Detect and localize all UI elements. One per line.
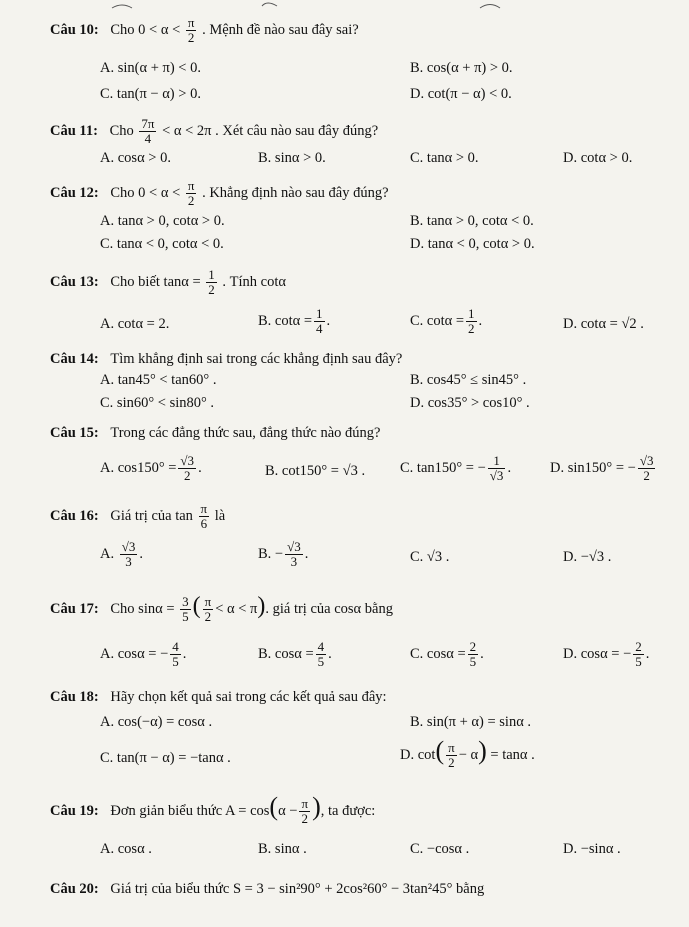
option-b[interactable]: B. sinα > 0.	[258, 150, 326, 166]
question-18-stem: Câu 18: Hãy chọn kết quả sai trong các kết quả sau đây:	[50, 689, 387, 705]
option-a[interactable]: A. cosα .	[100, 841, 152, 857]
option-a[interactable]: A. cos150° = $\frac{√3}{2}$ .	[100, 453, 202, 483]
question-number: Câu 14:	[50, 351, 99, 367]
option-d[interactable]: D. sin150° = − $\frac{√3}{2}$	[550, 453, 654, 483]
fraction: $\frac{1}{2}$	[208, 267, 215, 297]
question-19-stem: Câu 19: Đơn giản biểu thức A = cos(α − $\frac{\pi}{2}$ ), ta được:	[50, 791, 376, 826]
option-d[interactable]: D. cotα = √2 .	[563, 316, 644, 332]
fraction: $\frac{2}{5}$	[635, 639, 642, 669]
option-b[interactable]: B. tanα > 0, cotα < 0.	[410, 213, 534, 229]
question-number: Câu 20:	[50, 881, 99, 897]
fraction: $\frac{7\pi}{4}$	[141, 116, 155, 146]
fraction: $\frac{\pi}{2}$	[301, 796, 309, 826]
option-d[interactable]: D. cot( $\frac{\pi}{2}$ − α) = tanα .	[400, 735, 535, 770]
option-c[interactable]: C. cotα = $\frac{1}{2}$ .	[410, 306, 483, 336]
fraction: $\frac{√3}{3}$	[121, 539, 136, 569]
fraction: $\frac{\pi}{2}$	[187, 15, 195, 45]
option-c[interactable]: C. tan150° = − $\frac{1}{√3}$ .	[400, 453, 512, 483]
question-12-stem: Câu 12: Cho 0 < α < $\frac{\pi}{2}$ . Khẳng định nào sau đây đúng?	[50, 178, 389, 208]
option-b[interactable]: B. cos(α + π) > 0.	[410, 60, 513, 76]
top-edge-fragment	[92, 0, 612, 10]
option-c[interactable]: C. √3 .	[410, 549, 450, 565]
option-c[interactable]: C. cosα = $\frac{2}{5}$ .	[410, 639, 484, 669]
fraction: $\frac{√3}{3}$	[287, 539, 301, 569]
option-d[interactable]: D. cotα > 0.	[563, 150, 633, 166]
option-c[interactable]: C. −cosα .	[410, 841, 470, 857]
question-11-stem: Câu 11: Cho $\frac{7\pi}{4}$ < α < 2π . Xét câu nào sau đây đúng?	[50, 116, 379, 146]
question-number: Câu 19:	[50, 802, 99, 819]
question-number: Câu 12:	[50, 184, 99, 201]
question-number: Câu 13:	[50, 273, 99, 290]
fraction: $\frac{\pi}{2}$	[187, 178, 195, 208]
question-number: Câu 15:	[50, 425, 99, 441]
question-13-stem: Câu 13: Cho biết tanα = $\frac{1}{2}$ . Tính cotα	[50, 267, 286, 297]
fraction: $\frac{√3}{2}$	[639, 453, 654, 483]
question-16-stem: Câu 16: Giá trị của tan $\frac{\pi}{6}$ là	[50, 501, 226, 531]
question-17-stem: Câu 17: Cho sinα = $\frac{3}{5}$ ( $\frac{\pi}{2}$ < α < π). giá trị của cosα bằng	[50, 592, 393, 624]
option-c[interactable]: C. tan(π − α) > 0.	[100, 86, 201, 102]
option-c[interactable]: C. sin60° < sin80° .	[100, 395, 215, 411]
fraction: $\frac{\pi}{6}$	[200, 501, 208, 531]
option-b[interactable]: B. cotα = $\frac{1}{4}$ .	[258, 306, 331, 336]
option-d[interactable]: D. cos35° > cos10° .	[410, 395, 530, 411]
option-a[interactable]: A. cosα = − $\frac{4}{5}$ .	[100, 639, 187, 669]
option-d[interactable]: D. cot(π − α) < 0.	[410, 86, 512, 102]
option-a[interactable]: A. sin(α + π) < 0.	[100, 60, 201, 76]
fraction: $\frac{√3}{2}$	[180, 453, 195, 483]
option-a[interactable]: A. tanα > 0, cotα > 0.	[100, 213, 225, 229]
question-number: Câu 16:	[50, 507, 99, 524]
question-number: Câu 18:	[50, 689, 99, 705]
option-b[interactable]: B. cos45° ≤ sin45° .	[410, 372, 527, 388]
question-15-stem: Câu 15: Trong các đẳng thức sau, đẳng thức nào đúng?	[50, 425, 381, 441]
option-a[interactable]: A. cos(−α) = cosα .	[100, 714, 213, 730]
option-b[interactable]: B. − $\frac{√3}{3}$ .	[258, 539, 309, 569]
question-number: Câu 11:	[50, 122, 98, 139]
option-b[interactable]: B. cosα = $\frac{4}{5}$ .	[258, 639, 332, 669]
fraction: $\frac{3}{5}$	[182, 594, 189, 624]
fraction: $\frac{\pi}{2}$	[204, 594, 212, 624]
option-c[interactable]: C. tanα > 0.	[410, 150, 479, 166]
option-d[interactable]: D. −√3 .	[563, 549, 612, 565]
question-number: Câu 10:	[50, 21, 99, 38]
option-d[interactable]: D. −sinα .	[563, 841, 621, 857]
option-b[interactable]: B. sin(π + α) = sinα .	[410, 714, 532, 730]
fraction: $\frac{\pi}{2}$	[448, 740, 455, 770]
option-a[interactable]: A. cotα = 2.	[100, 316, 170, 332]
option-c[interactable]: C. tan(π − α) = −tanα .	[100, 750, 231, 766]
option-d[interactable]: D. tanα < 0, cotα > 0.	[410, 236, 535, 252]
option-b[interactable]: B. sinα .	[258, 841, 307, 857]
fraction: $\frac{2}{5}$	[469, 639, 477, 669]
fraction: $\frac{4}{5}$	[317, 639, 325, 669]
question-14-stem: Câu 14: Tìm khẳng định sai trong các khẳng định sau đây?	[50, 351, 403, 367]
question-20-stem: Câu 20: Giá trị của biểu thức S = 3 − sin²90° + 2cos²60° − 3tan²45° bằng	[50, 881, 485, 897]
option-a[interactable]: A. tan45° < tan60° .	[100, 372, 217, 388]
fraction: $\frac{4}{5}$	[172, 639, 179, 669]
fraction: $\frac{1}{√3}$	[489, 453, 504, 483]
option-a[interactable]: A. $\frac{√3}{3}$ .	[100, 539, 143, 569]
option-b[interactable]: B. cot150° = √3 .	[265, 463, 366, 479]
question-number: Câu 17:	[50, 600, 99, 617]
fraction: $\frac{1}{4}$	[316, 306, 323, 336]
question-10-stem: Câu 10: Cho 0 < α < $\frac{\pi}{2}$ . Mệnh đề nào sau đây sai?	[50, 15, 359, 45]
option-a[interactable]: A. cosα > 0.	[100, 150, 171, 166]
fraction: $\frac{1}{2}$	[468, 306, 475, 336]
option-c[interactable]: C. tanα < 0, cotα < 0.	[100, 236, 224, 252]
option-d[interactable]: D. cosα = − $\frac{2}{5}$ .	[563, 639, 650, 669]
